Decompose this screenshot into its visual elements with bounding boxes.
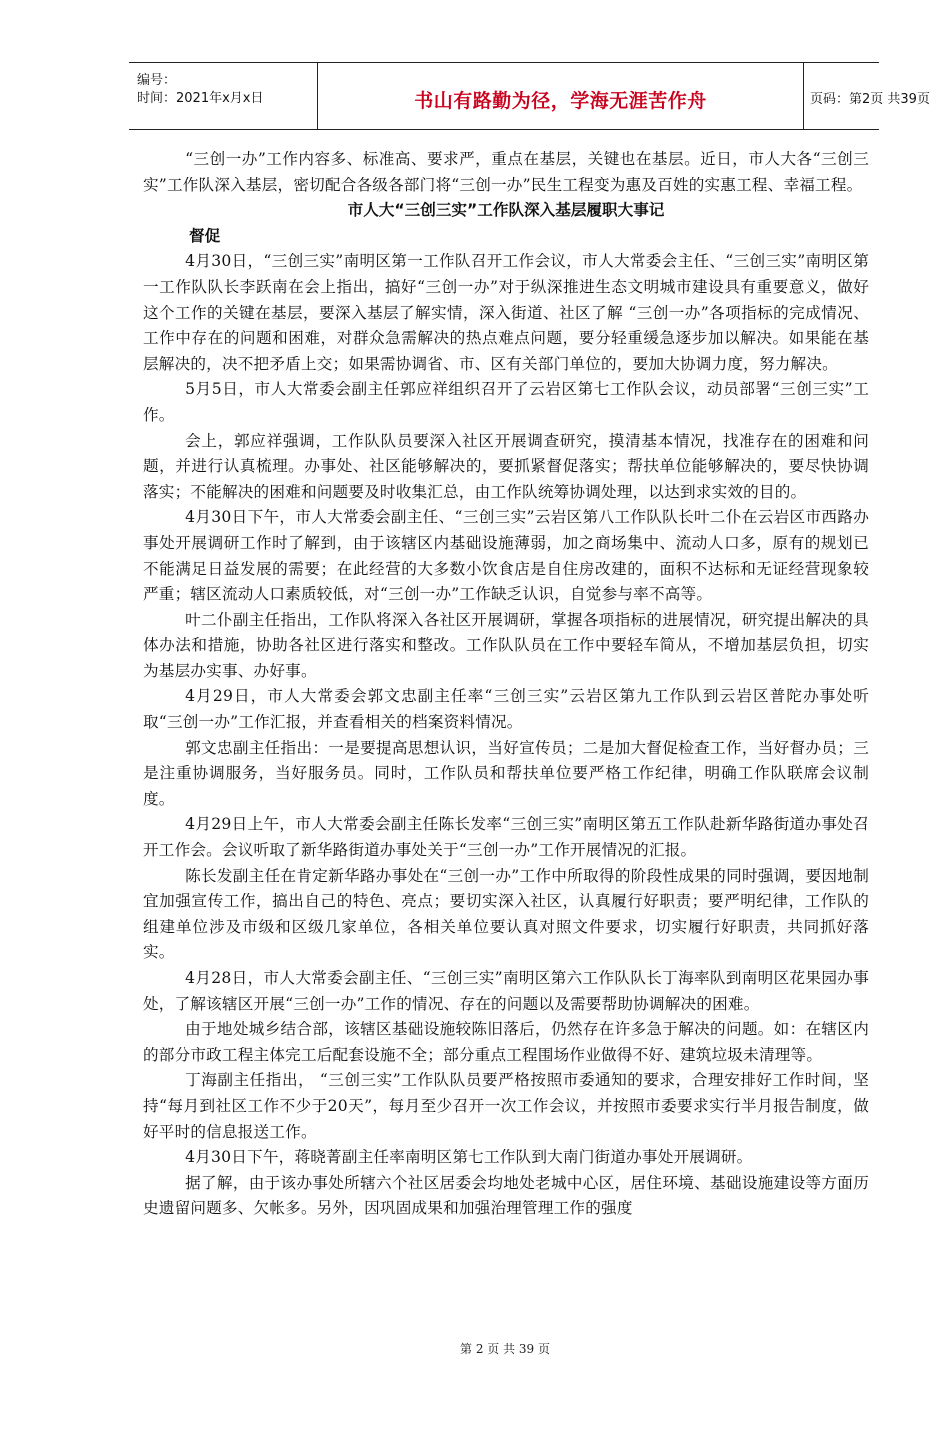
header-motto-cell [318,63,804,129]
body-paragraph: 4月29日，市人大常委会郭文忠副主任率“三创三实”云岩区第九工作队到云岩区普陀办事处听取“三创一办”工作汇报，并查看相关的档案资料情况。 [143,687,869,732]
header-motto: 书山有路勤为径，学海无涯苦作舟 [414,90,707,112]
body-paragraph: 陈长发副主任在肯定新华路办事处在“三创一办”工作中所取得的阶段性成果的同时强调，要因地制宜加强宣传工作，搞出自己的特色、亮点；要切实深入社区，认真履行好职责；要严明纪律，工作队的组建单位涉及市级和区级几家单位，各相关单位要认真对照文件要求，切实履行好职责，共同抓好落实。 [143,866,869,962]
body-paragraph: 据了解，由于该办事处所辖六个社区居委会均地处老城中心区，居住环境、基础设施建设等方面历史遗留问题多、欠帐多。另外，因巩固成果和加强治理管理工作的强度 [143,1173,869,1218]
intro-paragraph: “三创一办”工作内容多、标准高、要求严，重点在基层，关键也在基层。近日，市人大各“三创三实”工作队深入基层，密切配合各级各部门将“三创一办”民生工程变为惠及百姓的实惠工程、幸福工程。 [143,150,869,194]
body-paragraph: 5月5日，市人大常委会副主任郭应祥组织召开了云岩区第七工作队会议，动员部署“三创三实”工作。 [143,380,869,424]
document-number-label: 编号： [137,73,177,88]
body-paragraph: 郭文忠副主任指出：一是要提高思想认识，当好宣传员；二是加大督促检查工作，当好督办员；三是注重协调服务，当好服务员。同时，工作队员和帮扶单位要严格工作纪律，明确工作队联席会议制度。 [143,738,869,808]
page-header [129,62,930,130]
body-paragraph: 4月28日，市人大常委会副主任、“三创三实”南明区第六工作队队长丁海率队到南明区花果园办事处，了解该辖区开展“三创一办”工作的情况、存在的问题以及需要帮助协调解决的困难。 [143,969,869,1013]
header-page-cell [804,63,930,129]
header-page-code: 页码：第2页 共39页 [810,92,930,107]
page-footer: 第 2 页 共 39 页 [460,1342,550,1356]
document-body [143,147,869,1222]
body-paragraph: 4月29日上午，市人大常委会副主任陈长发率“三创三实”南明区第五工作队赴新华路街道办事处召开工作会。会议听取了新华路街道办事处关于“三创一办”工作开展情况的汇报。 [143,815,869,860]
body-paragraph: 叶二仆副主任指出，工作队将深入各社区开展调研，掌握各项指标的进展情况，研究提出解决的具体办法和措施，协助各社区进行落实和整改。工作队队员在工作中要轻车简从，不增加基层负担，切实为基层办实事、办好事。 [143,610,869,680]
document-time-label: 时间：2021年x月x日 [137,91,264,106]
body-paragraph: 4月30日，“三创三实”南明区第一工作队召开工作会议，市人大常委会主任、“三创三实”南明区第一工作队队长李跃南在会上指出，搞好“三创一办”对于纵深推进生态文明城市建设具有重要意义，做好这个工作的关键在基层，要深入基层了解实情，深入街道、社区了解 “三创一办”各项指标的完成情况、工作中存在的问题和困难，对群众急需解决的热点难点问题，要分轻重缓急逐步加以解决。如果能在基层解决的，决不把矛盾上交；如果需协调省、市、区有关部门单位的，要加大协调力度，努力解决。 [143,252,869,373]
body-paragraph: 由于地处城乡结合部，该辖区基础设施较陈旧落后，仍然存在许多急于解决的问题。如：在辖区内的部分市政工程主体完工后配套设施不全；部分重点工程围场作业做得不好、建筑垃圾未清理等。 [143,1020,869,1064]
body-paragraph: 4月30日下午，蒋晓菁副主任率南明区第七工作队到大南门街道办事处开展调研。 [185,1148,753,1167]
header-meta-cell [129,63,318,129]
body-paragraph: 丁海副主任指出， “三创三实”工作队队员要严格按照市委通知的要求，合理安排好工作时间，坚持“每月到社区工作不少于20天”，每月至少召开一次工作会议，并按照市委要求实行半月报告制度，做好平时的信息报送工作。 [143,1071,869,1141]
section-subtitle: 督促 [189,226,221,245]
body-paragraph: 会上，郭应祥强调，工作队队员要深入社区开展调查研究，摸清基本情况，找准存在的困难和问题，并进行认真梳理。办事处、社区能够解决的，要抓紧督促落实；帮扶单位能够解决的，要尽快协调落实；不能解决的困难和问题要及时收集汇总，由工作队统筹协调处理，以达到求实效的目的。 [143,431,869,501]
body-paragraph: 4月30日下午，市人大常委会副主任、“三创三实”云岩区第八工作队队长叶二仆在云岩区市西路办事处开展调研工作时了解到，由于该辖区内基础设施薄弱，加之商场集中、流动人口多，原有的规划已不能满足日益发展的需要；在此经营的大多数小饮食店是自住房改建的，面积不达标和无证经营现象较严重；辖区流动人口素质较低，对“三创一办”工作缺乏认识，自觉参与率不高等。 [143,508,869,604]
document-title: 市人大“三创三实”工作队深入基层履职大事记 [347,201,665,220]
